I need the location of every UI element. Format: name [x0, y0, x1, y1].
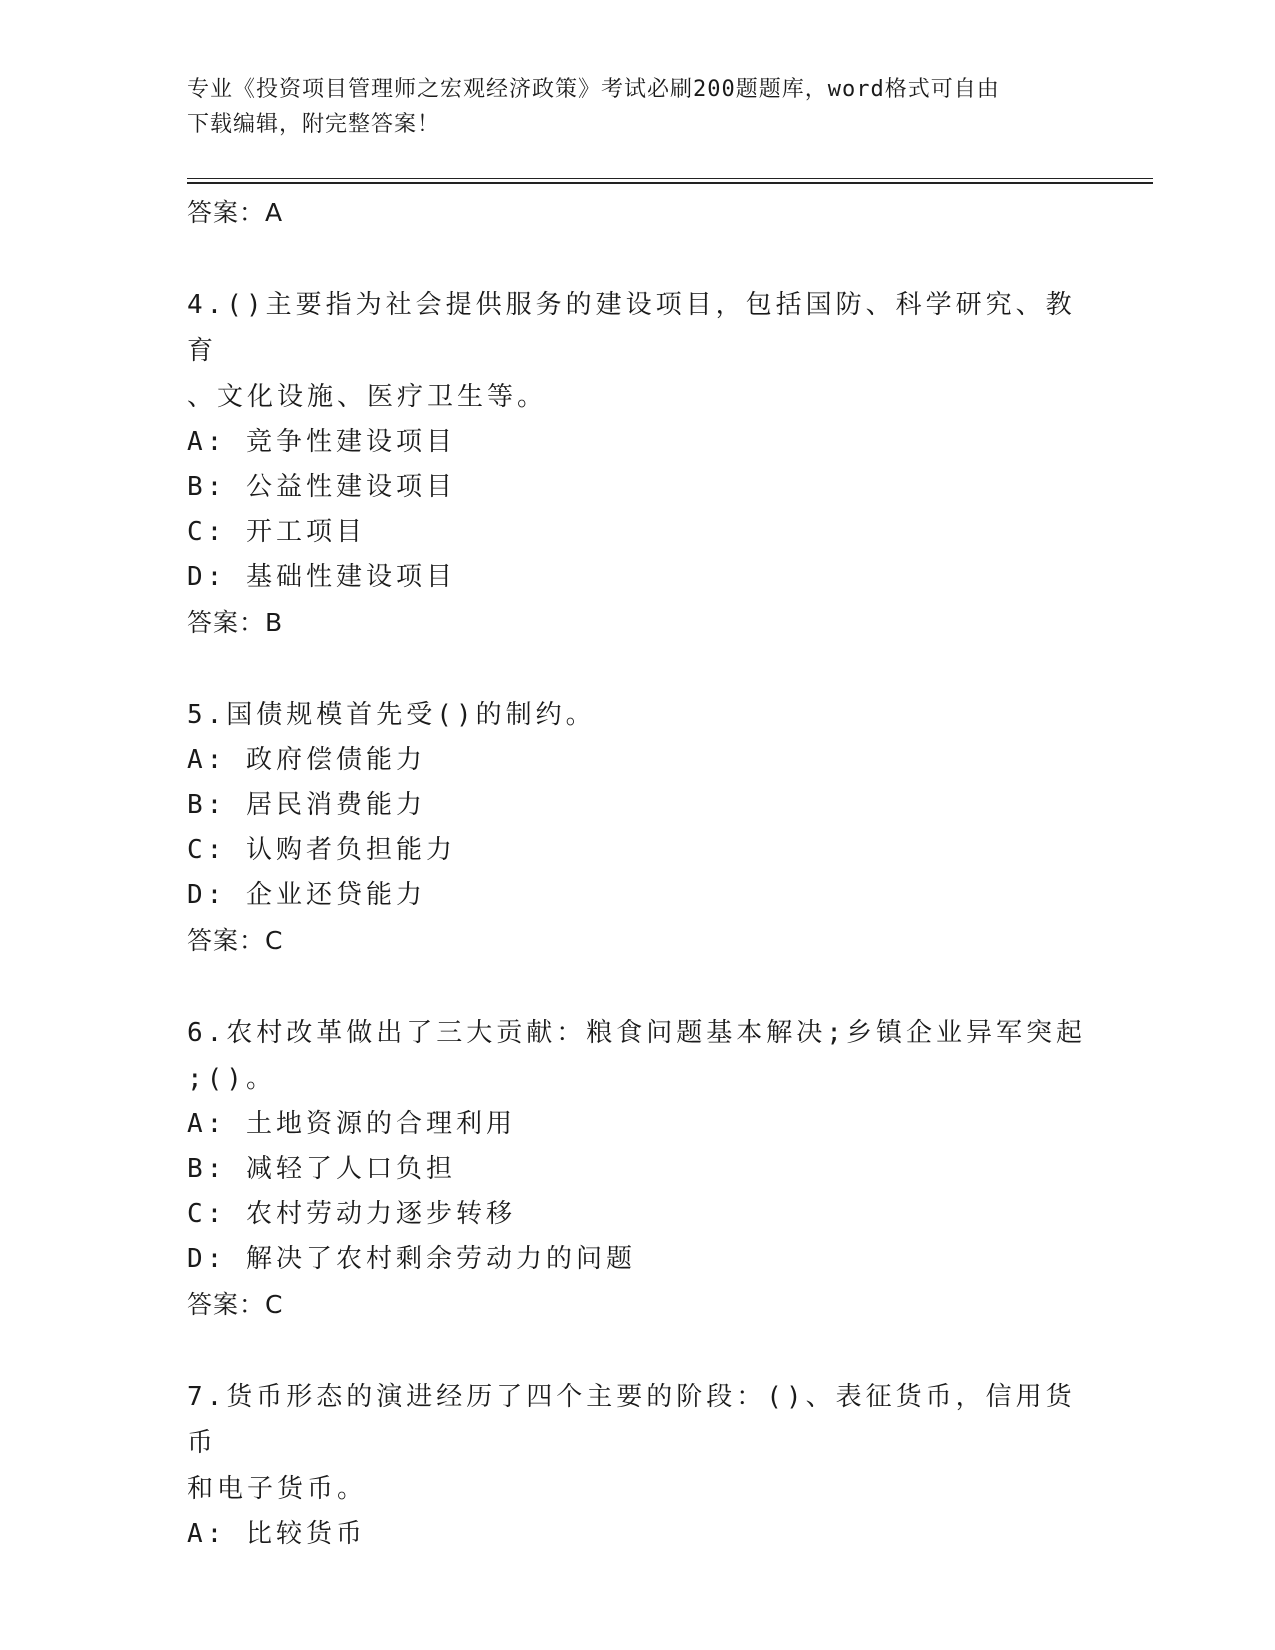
question-list [187, 190, 1087, 1557]
question-5-option-c: C: 认购者负担能力 [187, 835, 456, 865]
question-6-option-c: C: 农村劳动力逐步转移 [187, 1199, 516, 1229]
question-6-line-2: ;()。 [187, 1064, 276, 1094]
question-5 [187, 692, 1087, 964]
spacer [187, 236, 1087, 282]
question-5-option-d: D: 企业还贷能力 [187, 880, 426, 910]
question-6-option-a: A: 土地资源的合理利用 [187, 1109, 516, 1139]
question-4-line-1: 4.()主要指为社会提供服务的建设项目，包括国防、科学研究、教育 [187, 290, 1076, 366]
question-6-answer: 答案：C [187, 1290, 284, 1319]
document-header [187, 72, 1067, 142]
question-4-option-d: D: 基础性建设项目 [187, 562, 456, 592]
question-7-line-1: 7.货币形态的演进经历了四个主要的阶段：()、表征货币，信用货币 [187, 1382, 1076, 1458]
question-4 [187, 282, 1087, 646]
spacer [187, 646, 1087, 692]
question-5-option-a: A: 政府偿债能力 [187, 745, 426, 775]
question-5-option-b: B: 居民消费能力 [187, 790, 426, 820]
question-5-line-1: 5.国债规模首先受()的制约。 [187, 700, 596, 730]
question-7-option-a: A: 比较货币 [187, 1519, 366, 1549]
question-4-option-b: B: 公益性建设项目 [187, 472, 456, 502]
header-line-1: 专业《投资项目管理师之宏观经济政策》考试必刷200题题库，word格式可自由 [187, 77, 1000, 102]
header-rule-thick [187, 182, 1153, 184]
question-7 [187, 1374, 1087, 1557]
question-4-option-c: C: 开工项目 [187, 517, 366, 547]
question-4-answer: 答案：B [187, 608, 284, 637]
question-4-line-2: 、文化设施、医疗卫生等。 [187, 382, 548, 412]
question-6-option-d: D: 解决了农村剩余劳动力的问题 [187, 1244, 636, 1274]
header-line-2: 下载编辑，附完整答案！ [187, 112, 441, 137]
question-5-answer: 答案：C [187, 926, 284, 955]
question-6-option-b: B: 减轻了人口负担 [187, 1154, 456, 1184]
previous-answer: 答案：A [187, 198, 284, 227]
question-4-option-a: A: 竞争性建设项目 [187, 427, 456, 457]
spacer [187, 1328, 1087, 1374]
spacer [187, 964, 1087, 1010]
question-6 [187, 1010, 1087, 1328]
header-rule-thin [187, 178, 1153, 179]
question-7-line-2: 和电子货币。 [187, 1474, 368, 1504]
question-6-line-1: 6.农村改革做出了三大贡献：粮食问题基本解决;乡镇企业异军突起 [187, 1018, 1086, 1048]
